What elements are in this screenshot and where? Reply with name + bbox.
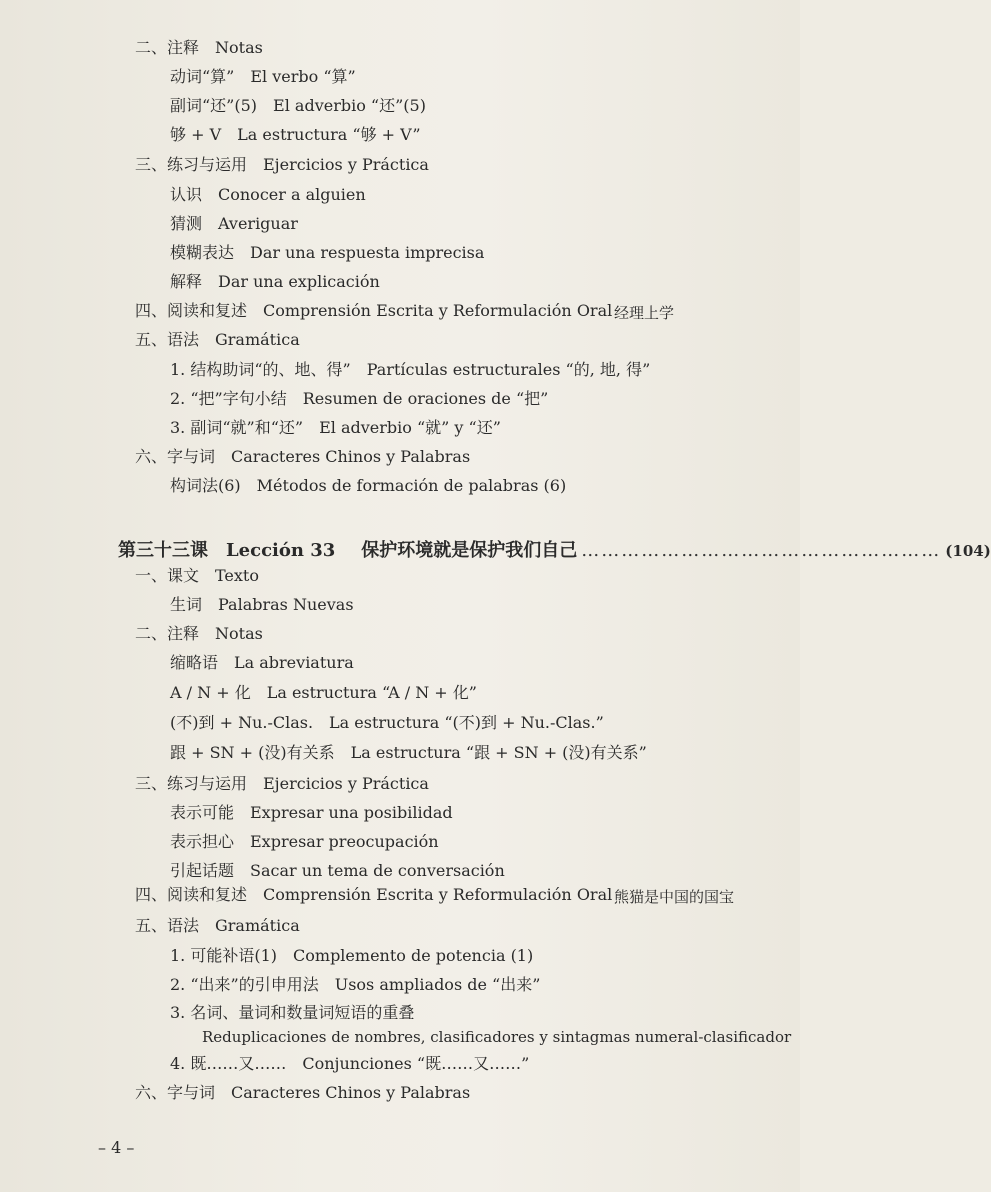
lesson-page-number: (104) — [945, 542, 991, 560]
toc-entry: 缩略语 La abreviatura — [170, 653, 354, 672]
grammar-heading: 五、语法 Gramática — [135, 330, 300, 349]
lesson-number: 第三十三课 — [118, 540, 208, 561]
toc-entry: 3. 副词“就”和“还” El adverbio “就” y “还” — [170, 418, 501, 437]
notes-heading: 二、注释 Notas — [135, 624, 263, 643]
toc-entry: 猜测 Averiguar — [170, 214, 298, 233]
toc-entry: 引起话题 Sacar un tema de conversación — [170, 861, 505, 880]
exercises-heading: 三、练习与运用 Ejercicios y Práctica — [135, 155, 429, 174]
toc-entry: 解释 Dar una explicación — [170, 272, 380, 291]
toc-entry: 2. “出来”的引申用法 Usos ampliados de “出来” — [170, 975, 541, 994]
reading-heading: 四、阅读和复述 Comprensión Escrita y Reformulación Oral — [135, 885, 613, 904]
exercises-heading: 三、练习与运用 Ejercicios y Práctica — [135, 774, 429, 793]
toc-entry: 3. 名词、量词和数量词短语的重叠 — [170, 1003, 415, 1022]
lesson-label: Lección 33 — [226, 540, 336, 561]
reading-heading: 四、阅读和复述 Comprensión Escrita y Reformulación Oral — [135, 301, 613, 320]
toc-entry: 2. “把”字句小结 Resumen de oraciones de “把” — [170, 389, 549, 408]
reading-title: 熊猫是中国的国宝 — [614, 888, 735, 906]
toc-entry: 1. 结构助词“的、地、得” Partículas estructurales “的, 地, 得” — [170, 360, 651, 379]
chars-heading: 六、字与词 Caracteres Chinos y Palabras — [135, 447, 471, 466]
toc-entry: 动词“算” El verbo “算” — [170, 67, 356, 86]
toc-entry-continuation: Reduplicaciones de nombres, clasificadores y sintagmas numeral-clasificador — [202, 1028, 792, 1046]
page-number: – 4 – — [98, 1138, 135, 1157]
toc-entry: 够 + V La estructura “够 + V” — [170, 125, 421, 144]
toc-entry: (不)到 + Nu.-Clas. La estructura “(不)到 + Nu.-Clas.” — [170, 713, 604, 732]
leader-dots: ……………………………………………… — [581, 540, 942, 561]
toc-entry: A / N + 化 La estructura “A / N + 化” — [170, 683, 477, 702]
toc-entry: 表示可能 Expresar una posibilidad — [170, 803, 453, 822]
lesson-33-heading — [118, 536, 991, 562]
toc-entry: 1. 可能补语(1) Complemento de potencia (1) — [170, 946, 534, 965]
toc-entry: 生词 Palabras Nuevas — [170, 595, 354, 614]
lesson-title: 保护环境就是保护我们自己 — [361, 540, 578, 561]
grammar-heading: 五、语法 Gramática — [135, 916, 300, 935]
text-heading: 一、课文 Texto — [135, 566, 259, 585]
toc-entry: 表示担心 Expresar preocupación — [170, 832, 439, 851]
reading-title: 经理上学 — [614, 304, 675, 322]
toc-entry: 构词法(6) Métodos de formación de palabras (6) — [170, 476, 567, 495]
toc-entry: 模糊表达 Dar una respuesta imprecisa — [170, 243, 485, 262]
toc-entry: 4. 既……又…… Conjunciones “既……又……” — [170, 1054, 530, 1073]
toc-entry: 跟 + SN + (没)有关系 La estructura “跟 + SN + (没)有关系” — [170, 743, 647, 762]
notes-heading: 二、注释 Notas — [135, 38, 263, 57]
toc-entry: 副词“还”(5) El adverbio “还”(5) — [170, 96, 426, 115]
toc-entry: 认识 Conocer a alguien — [170, 185, 366, 204]
chars-heading: 六、字与词 Caracteres Chinos y Palabras — [135, 1083, 471, 1102]
